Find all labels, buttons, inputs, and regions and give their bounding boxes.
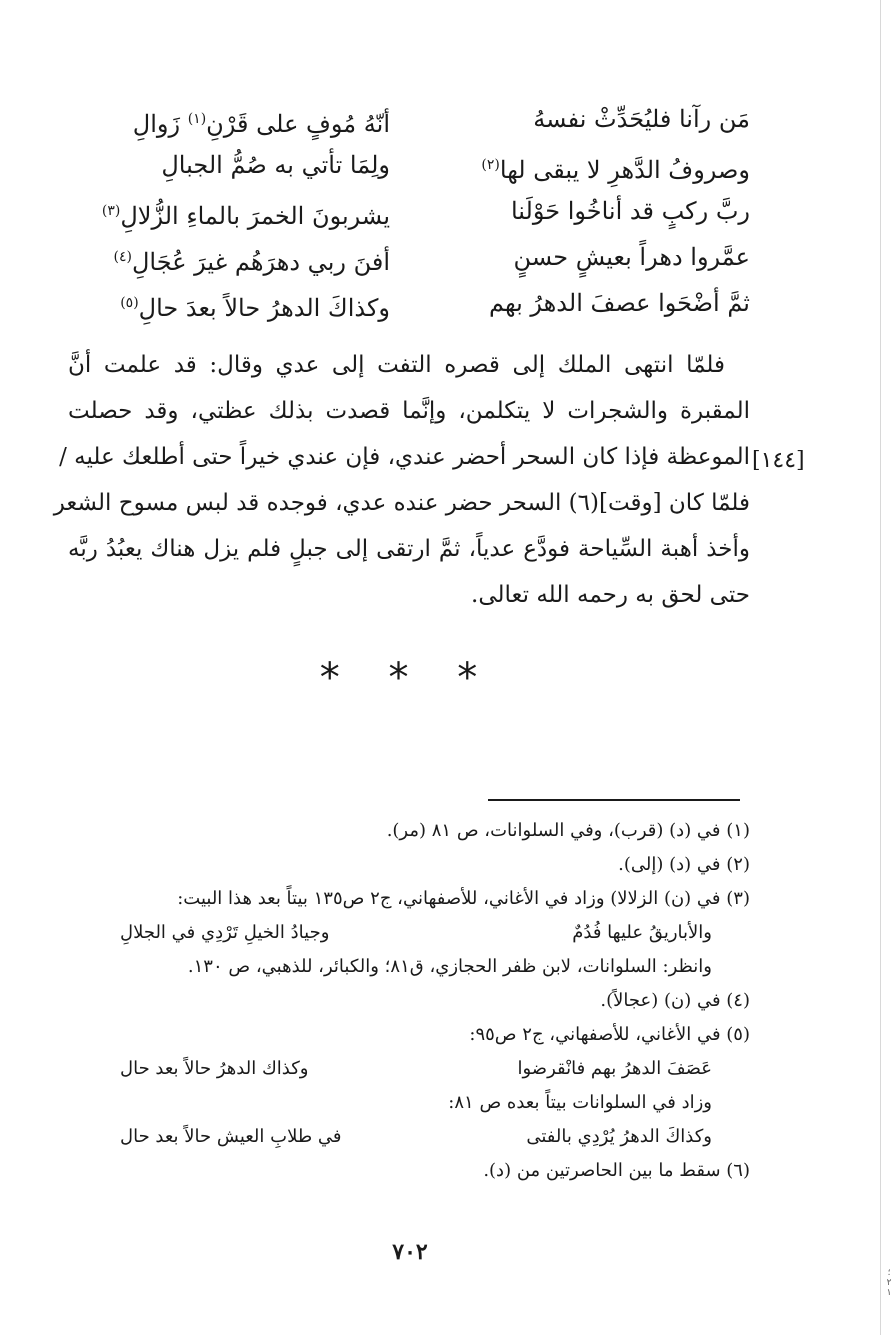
verse-first-hemistich: عمَّروا دهراً بعيشٍ حسنٍ bbox=[513, 243, 750, 271]
poem-verse bbox=[60, 234, 750, 280]
footnote-continuation: وانظر: السلوانات، لابن ظفر الحجازي، ق٨١؛ والكبائر، للذهبي، ص ١٣٠. bbox=[187, 956, 712, 977]
prose-line: وأخذ أهبة السِّياحة فودَّع عدياً، ثمَّ ارتقى إلى جبلٍ فلم يزل هناك يعبُدُ ربَّه bbox=[68, 536, 750, 562]
poem bbox=[60, 96, 750, 326]
verse-second-hemistich: وكذاكَ الدهرُ حالاً بعدَ حالِ$^{(٥)}$ bbox=[120, 294, 390, 322]
footnote-marker: (١) bbox=[187, 111, 207, 127]
footnotes bbox=[90, 814, 750, 1188]
footnote-rule bbox=[488, 799, 740, 801]
prose-line: الموعظة فإذا كان السحر أحضر عندي، فإن عندي خيراً حتى أطلعك عليه / bbox=[59, 444, 750, 470]
footnote: (٢) في (د) (إلى). bbox=[618, 854, 750, 875]
verse-first-hemistich: ثمَّ أضْحَوا عصفَ الدهرُ بهم bbox=[489, 289, 750, 317]
footnote-marker: (٤) bbox=[113, 249, 132, 265]
footnote-verse-first: وكذاكَ الدهرُ يُرْدِي بالفتى bbox=[526, 1126, 712, 1147]
footnote-marker: (٢) bbox=[481, 157, 500, 173]
footnote-verse bbox=[90, 1052, 750, 1086]
prose-line: فلمّا انتهى الملك إلى قصره التفت إلى عدي وقال: قد علمت أنَّ bbox=[68, 352, 725, 378]
section-separator: * * * bbox=[319, 655, 496, 701]
footnote: (١) في (د) (قرب)، وفي السلوانات، ص ٨١ (مر). bbox=[386, 820, 750, 841]
verse-second-hemistich: يشربونَ الخمرَ بالماءِ الزُّلالِ$^{(٣)}$ bbox=[101, 202, 390, 230]
verse-second-hemistich: ولِمَا تأتي به صُمُّ الجبالِ bbox=[161, 151, 390, 179]
poem-verse bbox=[60, 142, 750, 188]
prose-line: فلمّا كان [وقت](٦) السحر حضر عنده عدي، فوجده قد لبس مسوح الشعر bbox=[53, 490, 750, 516]
page-number: ٧٠٢ bbox=[392, 1239, 428, 1265]
footnote-verse bbox=[90, 1120, 750, 1154]
verse-first-hemistich: مَن رآنا فليُحَدِّثْ نفسهُ bbox=[533, 105, 750, 133]
footnote-verse-second: وجيادُ الخيلِ تَرْدِي في الجلالِ bbox=[120, 922, 330, 943]
footnote-marker: (٣) bbox=[101, 203, 121, 219]
footnote: (٥) في الأغاني، للأصفهاني، ج٢ ص٩٥: bbox=[469, 1024, 750, 1045]
footnote-continuation: وزاد في السلوانات بيتاً بعده ص ٨١: bbox=[448, 1092, 712, 1113]
prose-line: حتى لحق به رحمه الله تعالى. bbox=[471, 582, 750, 608]
prose-paragraph bbox=[53, 342, 750, 618]
verse-second-hemistich: أفنَ ربي دهرَهُم غيرَ عُجَالِ$^{(٤)}$ bbox=[113, 248, 390, 276]
scan-edge-marks: ؛ ٢ ١ bbox=[886, 1268, 892, 1298]
footnote: (٦) سقط ما بين الحاصرتين من (د). bbox=[483, 1160, 750, 1181]
footnote-verse bbox=[90, 916, 750, 950]
footnote-verse-first: عَصَفَ الدهرُ بهم فانْقرضوا bbox=[517, 1058, 712, 1079]
manuscript-folio-marker: [١٤٤] bbox=[752, 448, 805, 473]
footnote: (٣) في (ن) الزلالا) وزاد في الأغاني، للأصفهاني، ج٢ ص١٣٥ بيتاً بعد هذا البيت: bbox=[177, 888, 750, 909]
poem-verse bbox=[60, 188, 750, 234]
footnote: (٤) في (ن) (عجالاً). bbox=[600, 990, 750, 1011]
footnote-verse-second: في طلابِ العيش حالاً بعد حال bbox=[120, 1126, 342, 1147]
footnote-verse-second: وكذاك الدهرُ حالاً بعد حال bbox=[120, 1058, 309, 1079]
footnote-marker: (٥) bbox=[120, 295, 139, 311]
scan-edge-line bbox=[880, 0, 881, 1335]
verse-first-hemistich: وصروفُ الدَّهرِ لا يبقى لها$^{(٢)}$ bbox=[481, 156, 750, 184]
prose-line: المقبرة والشجرات لا يتكلمن، وإنَّما قصدت بذلك عظتي، وقد حصلت bbox=[68, 398, 750, 424]
verse-second-hemistich: أنّهُ مُوفٍ على قَرْنِ$^{(١)}$ زَوالِ bbox=[132, 110, 390, 138]
poem-verse bbox=[60, 280, 750, 326]
poem-verse bbox=[60, 96, 750, 142]
verse-first-hemistich: ربَّ ركبٍ قد أناخُوا حَوْلَنا bbox=[510, 197, 750, 225]
footnote-verse-first: والأباريقُ عليها فُدُمٌ bbox=[572, 922, 712, 943]
